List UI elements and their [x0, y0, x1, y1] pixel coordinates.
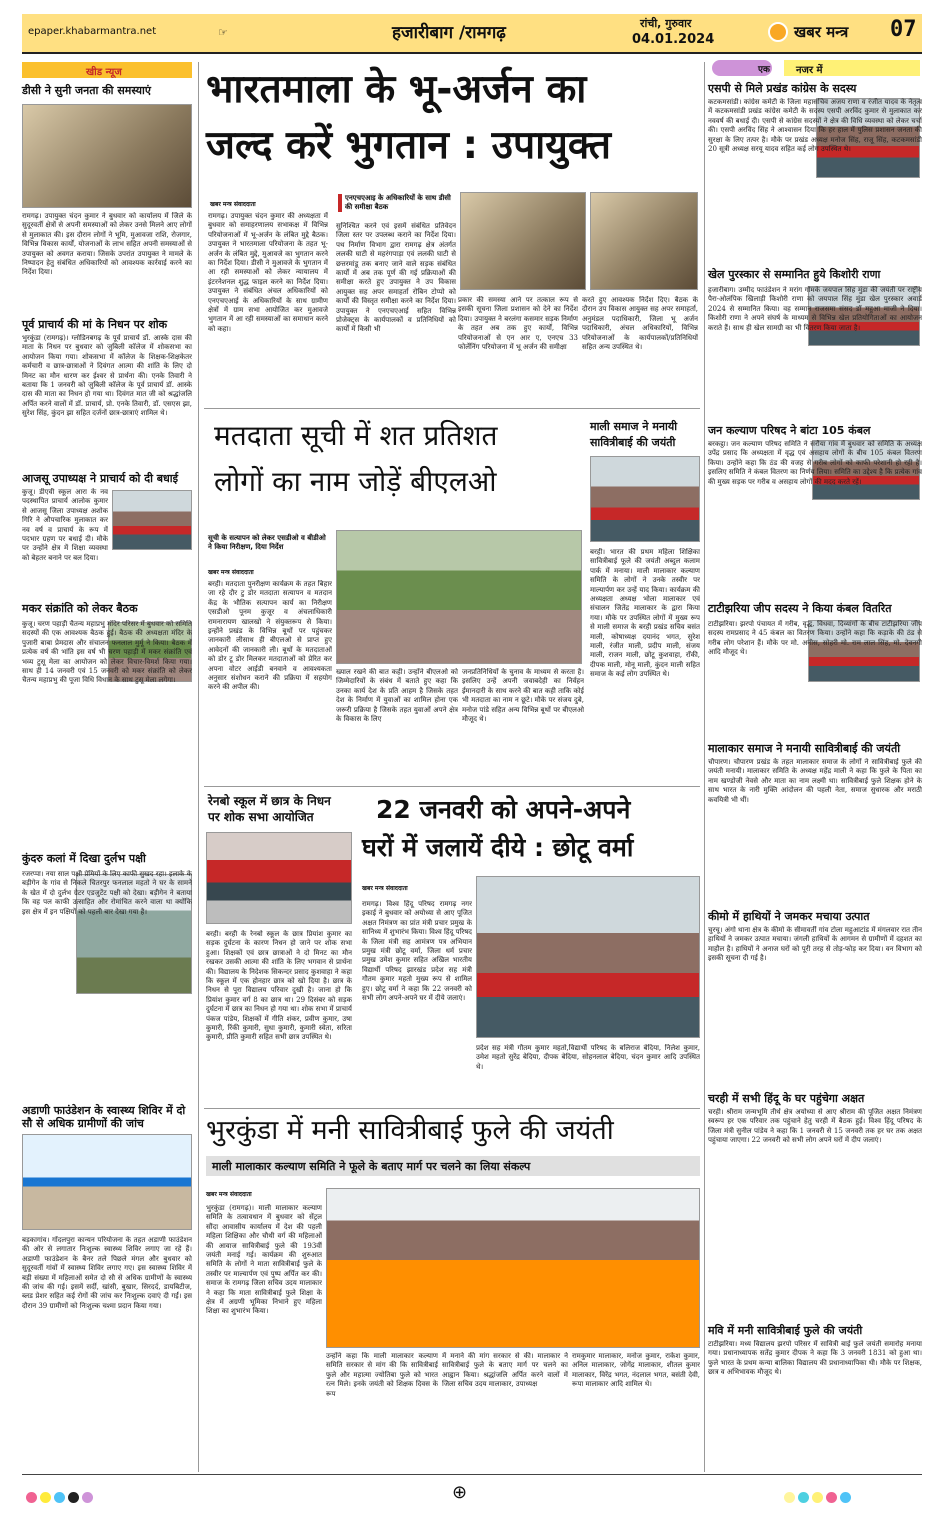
- azsu-meeting-photo: [112, 490, 192, 550]
- sidebar-title-7: चरही में सभी हिंदू के घर पहुंचेगा अक्षत: [708, 1092, 865, 1105]
- color-registration-dots-left: [26, 1488, 96, 1507]
- quick-news-title-4: मकर संक्रांति को लेकर बैठक: [22, 602, 138, 615]
- diya-byline: खबर मन्त्र संवाददाता: [362, 885, 408, 892]
- diya-headline-line-2: घरों में जलायें दीये : छोटू वर्मा: [362, 833, 634, 862]
- lead-column-3: प्रकार की समस्या आने पर तत्काल रूप से इसकी सूचना जिला प्रशासन को देने का निर्देश दिया। उपायुक्त ने बरलंगा कसमार सड़क निर्माण के तहत अब तक हुए कार्यों, विभिन्न परियोजनाओं से एन आर ए, एनएच 33 फोर्लेनिंग परियोजना में भू अर्जन की समीक्षा: [458, 296, 578, 352]
- registration-dot: [40, 1492, 51, 1503]
- sidebar-body-6: चुरचू। अंगो थाना क्षेत्र के कीमो के सीमावर्ती गांव टोला महुआटांड में मंगलवार रात तीन हाथियों ने जमकर उत्पात मचाया। जंगली हाथियों के आगमन से ग्रामीणों में दहशत का माहौल है। हाथियों ने अनाज घरों को पूरी तरह से तोड़-फोड़ कर दिया। वन विभाग को इसकी सूचना दी गई है।: [708, 926, 922, 963]
- voter-column-3: जनप्रतिनिधियों के चुनाव के माध्यम से करता है। इसलिए उन्हें अपनी जवाबदेही का निर्वहन ईमानदारी के साथ करने की बात कही ताकि कोई भी मतदाता का नाम न छूटे। मौके पर संजय दुबे, मनोज पांडे सहित अन्य विभिन्न बूथों पर बीएलओ मौजूद थे।: [462, 668, 584, 724]
- sidebar-body-4: टाटीझरिया। झरपो पंचायत में गरीब, वृद्ध, विधवा, दिव्यांगों के बीच टाटीझरिया जीप सदस्य रामप्रसाद ने 45 कंबल का वितरण किया। उन्होंने कहा कि कड़ाके की ठंड से गरीब लोग परेशान हैं। मौके पर मो. अनीस, सोहरी मो. राम लाल सिंह, मो. देवनगी आदि मौजूद थे।: [708, 620, 922, 657]
- dc-meeting-photo: [22, 104, 192, 208]
- lead-bottom-rule: [204, 408, 700, 409]
- voter-callout: सूची के सत्यापन को लेकर एसडीओ व बीडीओ ने किया निरीक्षण, दिया निर्देश: [208, 534, 326, 551]
- quick-news-label: खीड न्यूज: [86, 67, 122, 78]
- page-number: 07: [890, 17, 917, 42]
- registration-dot: [798, 1492, 809, 1503]
- diya-headline-line-1: 22 जनवरी को अपने-अपने: [376, 795, 631, 824]
- bhurkunda-column-4: रामकुमार मालाकार, मनोज कुमार, राकेश कुमार, अनिल मालाकार, जोगेंद्र मालाकार, शीतल कुमार मालाकार, विरेंद्र भगत, नंदलाल भगत, बसंती देवी, रूपा मालाकार आदि शामिल थे।: [572, 1352, 700, 1389]
- voter-column-2: ख्याल रखने की बात कही। उन्होंने बीएलओ को जिम्मेदारियों के संबंध में बताते हुए कहा कि उनका कार्य देश के प्रति आहम है जिसके तहत देश के निर्माण में युवाओं का शामिल होना एक जरूरी प्रक्रिया है जिसके तहत युवाओं अपने क्षेत्र के विकास के लिए: [336, 668, 458, 724]
- diya-column-1: रामगढ़। विश्व हिंदू परिषद रामगढ़ नगर इकाई ने बुधवार को अयोध्या से आए पूजित अक्षत निमंत्रण का प्रांत मंत्री प्रचार प्रमुख के सानिध्य में शुभारंभ किया। विश्व हिंदू परिषद के जिला मंत्री सह आमंत्रण पत्र अभियान प्रमुख मंत्री छोटू वर्मा, जिला धर्म प्रचार प्रमुख उमेश कुमार सहित अखिल भारतीय विद्यार्थी परिषद झारखंड प्रदेश सह मंत्री गौतम कुमार महतो मुख्य रूप से शामिल हुए। छोटू वर्मा ने कहा कि 22 जनवरी को सभी लोग अपने-अपने घर में दीये जलाएं।: [362, 900, 472, 1003]
- sidebar-tab-left: एक: [758, 65, 770, 75]
- sidebar-title-1: एसपी से मिले प्रखंड कांग्रेस के सदस्य: [708, 82, 857, 95]
- quick-news-title-5: कुंदरु कलां में दिखा दुर्लभ पक्षी: [22, 852, 146, 865]
- brand-name: खबर मन्त्र: [794, 23, 849, 41]
- school-condolence-photo: [206, 832, 352, 924]
- lead-column-1: रामगढ़। उपायुक्त चंदन कुमार की अध्यक्षता में बुधवार को समाहरणालय सभाकक्ष में विभिन्न परियोजनाओं में भू-अर्जन के लंबित मुद्दे बैठक। उपायुक्त ने भारतमाला परियोजना के तहत भू-अर्जन के लंबित मुद्दे, मुआवजे का भुगतान करने का निर्देश दिया। डीसी ने मुआवजे के भुगतान में आ रही समस्याओं को लेकर न्यायालय में इंटरनेशनल शुद्ध फाइल करने का निर्देश दिया। उपायुक्त ने संबंधित अंचल अधिकारियों को एनएचएआई के अधिकारियों के साथ ग्रामीण क्षेत्रों में ग्राम सभा आयोजित कर मुआवजे भुगतान में आ रही समस्याओं का समाधान करने को कहा।: [208, 212, 328, 333]
- sidebar-body-7: चरही। श्रीराम जन्मभूमि तीर्थ क्षेत्र अयोध्या से आए श्रीराम की पूजित अक्षत निमंत्रण स्वरूप हर एक परिवार तक पहुंचाने हेतु चरही में बैठक हुई। विश्व हिंदू परिषद के जिला मंत्री सुनील पांडेय ने कहा कि 1 जनवरी से 15 जनवरी तक हर घर तक अक्षत पहुंचाया जाएगा। 22 जनवरी को सभी लोग अपने घरों में दीप जलाएं।: [708, 1108, 922, 1145]
- sidebar-body-2: हजारीबाग। उम्मीद फाउंडेशन ने मरांग गोमके जयपाल सिंह मुंडा की जयंती पर राष्ट्रीय पैरा-ओलंपिक खिलाड़ी किशोरी राणा को जयपाल सिंह मुंडा खेल पुरस्कार अवार्ड 2024 से सम्मानित किया। वह सम्मान राजसमा संसद डॉ महुआ माजी ने दिया। किशोरी राणा ने अपने संघर्ष के माध्यम से विभिन्न खेल प्रतियोगिताओं का आयोजन कराते हैं। साथ ही खेल सामग्री का भी वितरण किया जाता है।: [708, 286, 922, 332]
- sidebar-title-8: मवि में मनी सावित्रीबाई फुले की जयंती: [708, 1324, 863, 1337]
- lead-column-4: करते हुए आवश्यक निर्देश दिए। बैठक के दौरान उप विकास आयुक्त सह अपर समाहर्ता, अनुमंडल पदाधिकारी, जिला भू अर्जन पदाधिकारी, अंचल अधिकारियों, विभिन्न परियोजनाओं के कार्यपालकों/प्रतिनिधियों सहित अन्य उपस्थित थे।: [582, 296, 698, 352]
- quick-news-body-1: रामगढ़। उपायुक्त चंदन कुमार ने बुधवार को कार्यालय में जिले के सुदूरवर्ती क्षेत्रों से अपनी समस्याओं को लेकर उनसे मिलने आए लोगों से मुलाकात की। इस दौरान लोगों ने भूमि, मुआवजा राशि, रोजगार, विभिन्न विकास कार्यों, योजनाओं के लाभ सहित अपनी समस्याओं से उपायुक्त को अवगत कराया। जिसके उपरांत उपायुक्त ने मामले के निष्पादन हेतु संबंधित अधिकारियों को आवश्यक कार्रवाई करने का निर्देश दिया।: [22, 212, 192, 277]
- lead-meeting-photo-2: [590, 192, 698, 290]
- bhurkunda-subhead: माली मालाकार कल्याण समिति ने फूले के बताए मार्ग पर चलने का लिया संकल्प: [212, 1160, 531, 1173]
- voter-inspection-photo: [336, 530, 582, 664]
- sidebar-tab-right: नजर में: [796, 65, 823, 76]
- bhurkunda-column-2: उन्होंने कहा कि माली मालाकार कल्याण समिति सरकार से मांग की कि सावित्रीबाई फुले और महात्मा ज्योतिबा फुले को भारत रत्न मिले। इनके जयंती को शिक्षक दिवस के रूप: [326, 1352, 438, 1398]
- lead-headline-line-2: जल्द करें भुगतान : उपायुक्त: [206, 123, 611, 168]
- lead-column-2: सुनिश्चित करने एवं इसमें संबंधित प्रतिवेदन जिला स्तर पर उपलब्ध कराने का निर्देश दिया। पथ निर्माण विभाग द्वारा रामगढ़ क्षेत्र अंतर्गत ललकी घाटी से महरंगपाड़ा एवं ललकी घाटी से छत्तरमांडू तक बनाए जाने वाले सड़क संबंधित कार्यों में अब तक पूर्ण की गई प्रक्रियाओं की समीक्षा करते हुए उपायुक्त ने उप विकास आयुक्त सह अपर समाहर्ता रोबिन टोप्पो को कार्यों की विस्तृत समीक्षा करने का निर्देश दिया। उपायुक्त ने एनएचएआई सहित विभिन्न प्रोजेक्ट्स के कार्यपालकों व प्रतिनिधियों को कार्यों में किसी भी: [336, 222, 456, 334]
- voter-bottom-rule: [204, 786, 700, 787]
- registration-dot: [54, 1492, 65, 1503]
- header-city-day: रांची, गुरुवार: [640, 17, 692, 30]
- cursor-icon: ☞: [218, 26, 228, 39]
- bhurkunda-byline: खबर मन्त्र संवाददाता: [206, 1191, 252, 1198]
- brand-logo-icon: [768, 22, 788, 42]
- bhurkunda-column-1: भुरकुंडा (रामगढ़)। माली मालाकार कल्याण समिति के तत्वावधान में बुधवार को सेंट्रल सौंदा आवासीय कार्यालय में देश की पहली महिला शिक्षिका और चौथी वर्ग की महिलाओं की आवाज सावित्रीबाई फुले की 193वीं जयंती मनाई गई। कार्यक्रम की शुरुआत समिति के लोगों ने माता सावित्रीबाई फुले के तस्वीर पर माल्यार्पण एवं पुष्प अर्पित कर की। समाज के रामगढ़ जिला सचिव उदय मालाकार ने कहा कि माता सावित्रीबाई फुले शिक्षा के क्षेत्र में अग्रणी भूमिका निभाने हुए महिला शिक्षा का शुभारंभ किया।: [206, 1204, 322, 1316]
- savitribai-barhi-title-1: माली समाज ने मनायी: [590, 420, 678, 433]
- bhurkunda-headline: भुरकुंडा में मनी सावित्रीबाई फुले की जयंती: [206, 1115, 614, 1146]
- registration-dot: [784, 1492, 795, 1503]
- bhurkunda-column-3: में मनाने की मांग सरकार से की। मालाकार ने सावित्रीबाई फुले के बताए मार्ग पर चलने का आह्वान किया। श्रद्धांजलि अर्पित करने वालों में जिला सचिव उदय मालाकार, उपाध्यक्ष: [442, 1352, 568, 1389]
- sidebar-body-3: बरकट्ठा। जन कल्याण परिषद समिति ने सरौया गांव में बुधवार को समिति के अध्यक्ष उपेंद्र प्रसाद कि अध्यक्षता में वृद्ध एवं असहाय लोगों के बीच 105 कंबल वितरण किया। उन्होंने कहा कि ठंड की वजह से गरीब लोगों को काफी परेशानी हो रही है। इसलिए समिति ने कंबल वितरण का निर्णय लिया। समिति का उद्देश्य है कि प्रत्येक गांव की मुख्य सड़क पर गरीब व असहाय लोगों की मदद करते रहें।: [708, 440, 922, 486]
- registration-mark-icon: ⊕: [452, 1482, 468, 1503]
- voter-headline-line-2: लोगों का नाम जोड़ें बीएलओ: [214, 465, 497, 498]
- school-body: बरही। बरही के रेनबो स्कूल के छात्र प्रियांश कुमार का सड़क दुर्घटना के कारण निधन हो जाने पर शोक सभा हुआ। शिक्षकों एवं छात्र छात्राओं ने दो मिनट का मौन रखकर उसकी आत्मा की शांति के लिए भगवान से प्रार्थना की। विद्यालय के निदेशक सिकन्दर प्रसाद कुशवाहा ने कहा कि स्कूल में एक होनहार छात्र को खो दिया है। छात्र के निधन से पूरा विद्यालय परिवार दुखी है। जाना हो कि प्रियांश कुमार वर्ग 8 का छात्र था। 29 दिसंबर को सड़क दुर्घटना में छात्र का निधन हो गया था। शोक सभा में प्राचार्य पंकज पांडेय, शिक्षकों में गीति शंकर, प्रवीण कुमार, उषा कुमारी, रिंकी कुमारी, सुधा कुमारी, कुमारी स्वेता, सरिता कुमारी, प्रीति कुमारी सहित सभी छात्र उपस्थित थे।: [206, 930, 352, 1042]
- header-date: 04.01.2024: [632, 32, 715, 47]
- quick-news-body-4: कुजू। चरण पहाड़ी चैतन्य महाप्रभु मंदिर परिसर में बुधवार को समिति सदस्यों की एक आवश्यक बैठक हुई। बैठक की अध्यक्षता मंदिर के पुजारी बाबा प्रेमदास और संचालन फनलाल मुर्मू ने किया। बैठक में प्रत्येक वर्ष की भांति इस वर्ष भी चरण पहाड़ी में मकर संक्रांति एवं भव्य टुसू मेला का आयोजन को लेकर विचार-विमर्श किया गया। साथ ही 14 जनवरी एवं 15 जनवरी को मकर संक्रांति को लेकर चैतन्य महाप्रभु की पूजा विधि विधान के साथ टुसू मेला लगेगा।: [22, 620, 192, 685]
- quick-news-title-1: डीसी ने सुनी जनता की समस्याएं: [22, 84, 151, 97]
- registration-dot: [26, 1492, 37, 1503]
- sidebar-body-1: कटकमसांडी। कांग्रेस कमेटी के जिला महासचिव अजय राणा व रंजीत यादव के नेतृत्व में कटकमसांडी प्रखंड कांग्रेस कमेटी के सदस्य एसपी अरविंद कुमार से मुलाकात कर नववर्ष की बधाई दी। एसपी से कांग्रेस सदस्यों ने क्षेत्र की विधि व्यवस्था को लेकर चर्चा की। एसपी अरविंद सिंह ने आश्वासन दिया कि हर हाल में पुलिस प्रशासन जनता की सुरक्षा के लिए तत्पर है। मौके पर प्रखंड अध्यक्ष मनोज सिंह, राजू सिंह, कटकमसांडी 20 सूत्री अध्यक्ष सरयू यादव सहित कई लोग उपस्थित थे।: [708, 98, 922, 154]
- diya-invitation-photo: [476, 876, 700, 1038]
- registration-dot: [82, 1492, 93, 1503]
- school-title-2: पर शोक सभा आयोजित: [208, 810, 314, 824]
- quick-news-body-6: बड़कागांव। गोंदलपुरा कान्यन परियोजना के तहत अडाणी फाउंडेशन की ओर से लगातार निःशुल्क स्वास्थ्य शिविर लगाए जा रहे हैं। अडाणी फाउंडेशन के बैनर तले पिछले मंगल और बुधवार को सुदूरवर्ती गांवों में स्वास्थ्य शिविर लगाए गए। इस स्वास्थ्य शिविर में बड़ी संख्या में महिलाओं समेत दो सौ से अधिक ग्रामीणों के स्वास्थ्य की जांच की गई। इसमें सर्दी, खांसी, बुखार, सिरदर्द, डायबिटीज, ब्लड प्रेशर सहित कई रोगों की जांच कर निःशुल्क दवाएं दी गईं। इस दौरान 39 ग्रामीणों को निःशुल्क चश्मा प्रदान किया गया।: [22, 1236, 192, 1310]
- registration-dot: [840, 1492, 851, 1503]
- section-title: हजारीबाग /रामगढ़: [392, 23, 506, 43]
- footer-rule: [22, 1474, 922, 1475]
- registration-dot: [812, 1492, 823, 1503]
- voter-column-1: बरही। मतदाता पुनरीक्षण कार्यक्रम के तहत बिहार जा रहे दौर टु डोर मतदाता सत्यापन व मतदान केंद्र के भौतिक सत्यापन कार्य का निरीक्षण एसडीओ पूनम कुजूर व अंचलाधिकारी रामनारायण खालखो ने संयुक्तरूप से किया। इन्होंने प्रखंड के विभिन्न बूथों पर पहुंचकर जानकारी लीसाथ ही बीएलओ से प्राप्त हुए आवेदनों की जानकारी ली। बूथों के मतदाताओं को डोर टू डोर मिलकर मतदाताओं को प्रेरित कर अपना वोटर आईडी बनवाने व आवश्यकता अनुसार संशोधन कराने की प्रक्रिया में सहयोग करने की अपील की।: [208, 580, 332, 692]
- lead-callout: एनएचएआइ के अधिकारियों के साथ डीसी की समीक्षा बैठक: [338, 194, 456, 212]
- quick-news-title-6: अडाणी फाउंडेशन के स्वास्थ्य शिविर में दो सौ से अधिक ग्रामीणों की जांच: [22, 1104, 186, 1130]
- epaper-url[interactable]: epaper.khabarmantra.net: [28, 26, 157, 37]
- left-column-divider: [198, 62, 199, 1472]
- quick-news-body-2: भुरकुंडा (रामगढ़)। ग्लोडिनबगढ़ के पूर्व प्राचार्य डॉ. आस्के दास की माता के निधन पर बुधवार को जुबिली कॉलेज में शोकसभा का आयोजन किया गया। शोकसभा में कॉलेज के शिक्षक-शिक्षकेतर कर्मचारी व छात्र-छात्राओं ने दिवंगत आत्मा की शांति के लिए दो मिनट का मौन धारण कर ईश्वर से प्रार्थना की। एनके तिवारी ने बताया कि 1 जनवरी को जुबिली कॉलेज के पूर्व प्राचार्य डॉ. आस्के दास की माता का निधन हो गया था। दिवंगत मात जी को श्रद्धांजलि अर्पित करने वालों में डॉ. प्राचार्य, प्रो. एनके तिवारी, डॉ. एसएस झा, सुरेश सिंह, कुंदन झा सहित दर्जनों छात्र-छात्राएं शामिल थे।: [22, 334, 192, 418]
- sidebar-body-8: टाटीझरिया। मध्य विद्यालय झरपो परिसर में सावित्री बाई फुले जयंती समारोह मनाया गया। प्रधानाध्यापक सतेंद्र कुमार दीपक ने कहा कि 3 जनवरी 1831 को हुआ था। फुले भारत के प्रथम कन्या बालिका विद्यालय की प्रधानाध्यापिका थी। मौके पर शिक्षक, छात्र व अभिभावक मौजूद थे।: [708, 1340, 922, 1377]
- school-title-1: रेनबो स्कूल में छात्र के निधन: [208, 794, 331, 808]
- sidebar-body-5: चौपारण। चौपारण प्रखंड के तहत मालाकार समाज के लोगों ने सावित्रीबाई फुले की जयंती मनायी। मालाकार समिति के अध्यक्ष महेंद्र माली ने कहा कि फुले के पिता का नाम खण्डोजी नेवसे और माता का नाम लक्ष्मी था। सावित्रीबाई फुले शिक्षक होने के साथ भारत के नारी मुक्ति आंदोलन की पहली नेता, समाज सुधारक और मराठी कवयित्री भी थीं।: [708, 758, 922, 804]
- sidebar-title-2: खेल पुरस्कार से सम्मानित हुये किशोरी राणा: [708, 268, 881, 281]
- registration-dot: [826, 1492, 837, 1503]
- savitribai-barhi-body: बरही। भारत की प्रथम महिला शिक्षिका सावित्रीबाई फूले की जयंती अब्दुल कलाम पार्क में मनाया। माली मालाकार कल्याण समिति के लोगों ने उनके तस्वीर पर माल्यार्पण कर उन्हें याद किया। कार्यक्रम की अध्यक्षता अध्यक्ष भोला मालाकार एवं संचालन जितेंद्र मालाकार के द्वारा किया गया। मौके पर उपस्थित लोगों में मुख्य रूप से माली समाज के बरही प्रखंड सचिव बसंत माली, कोषाध्यक्ष दयानंद भगत, सुरेश माली, रंजीत माली, प्रदीप माली, संजय माली, राजन माली, छोटू कुशवाहा, राँकी, दीपक माली, मोनू माली, कुंदन माली सहित समाज के कई लोग उपस्थित थे।: [590, 548, 700, 679]
- color-registration-dots-right: [784, 1488, 854, 1507]
- lead-byline: खबर मन्त्र संवाददाता: [210, 201, 256, 208]
- diya-caption: प्रदेश सह मंत्री गौतम कुमार महतो,विद्यार्थी परिषद के बलिराज बेदिया, निलेश कुमार, उमेश महतो सुरेंद्र बेदिया, दीपक बेदिया, सोहनलाल बेदिया, चंदन कुमार आदि उपस्थित थे।: [476, 1044, 700, 1071]
- lead-meeting-photo-1: [460, 192, 586, 290]
- savitribai-barhi-title-2: सावित्रीबाई की जयंती: [590, 436, 676, 449]
- health-camp-photo: [22, 1134, 192, 1230]
- sidebar-title-4: टाटीझरिया जीप सदस्य ने किया कंबल वितरित: [708, 602, 892, 615]
- savitribai-portrait-photo: [326, 1188, 700, 1348]
- quick-news-body-5: रजरप्पा। नया साल पक्षी प्रेमियों के लिए काफी सुखद रहा। इलाके के बड़ीगेन के गांव से निकले चितरपुर फनलाल महतो ने घर के सामने के खेत में दो दुर्लभ ग्रेटर एडजुटेंट पक्षी को देखा। बड़ीगेन ने बताया कि वह पल काफी उत्साहित और रोमांचित करने वाला था क्योंकि इस क्षेत्र में इन पक्षियों को पहली बार देखा गया है।: [22, 870, 192, 916]
- diya-bottom-rule: [204, 1108, 700, 1109]
- savitribai-barhi-photo: [590, 456, 700, 542]
- sidebar-title-6: कीमो में हाथियों ने जमकर मचाया उत्पात: [708, 910, 870, 923]
- sidebar-title-3: जन कल्याण परिषद ने बांटा 105 कंबल: [708, 424, 871, 437]
- voter-headline-line-1: मतदाता सूची में शत प्रतिशत: [214, 419, 498, 452]
- quick-news-body-3: कुजू। डीएवी स्कूल आरा के नव पदस्थापित प्राचार्य आलोक कुमार से आजसू जिला उपाध्यक्ष अशोक गिरि ने औपचारिक मुलाकात कर नव वर्ष व प्राचार्य के रूप में पदभार ग्रहण पर बधाई दी। मौके पर उन्होंने क्षेत्र में शिक्षा व्यवस्था को बेहतर बनाने पर बल दिया।: [22, 488, 108, 562]
- voter-byline: खबर मन्त्र संवाददाता: [208, 569, 254, 576]
- registration-dot: [68, 1492, 79, 1503]
- right-column-divider: [704, 62, 705, 1472]
- quick-news-title-2: पूर्व प्राचार्य की मां के निधन पर शोक: [22, 318, 168, 331]
- quick-news-title-3: आजसू उपाध्यक्ष ने प्राचार्य को दी बधाई: [22, 472, 179, 485]
- sidebar-title-5: मालाकार समाज ने मनायी सावित्रीबाई की जयंती: [708, 742, 901, 755]
- lead-headline-line-1: भारतमाला के भू-अर्जन का: [206, 67, 587, 112]
